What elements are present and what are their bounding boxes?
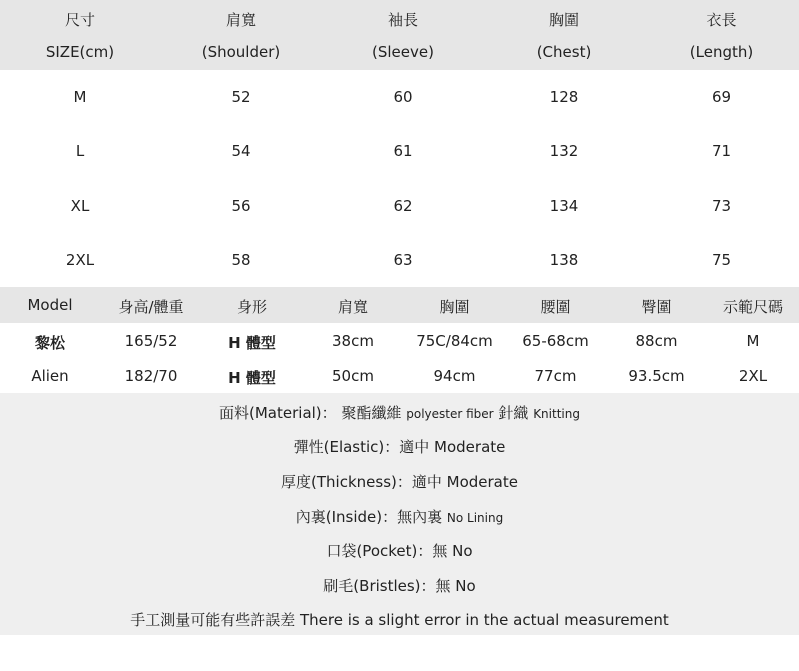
table-row — [0, 142, 799, 160]
sleeve-cell: 62 — [393, 197, 413, 215]
fabric-en: polyester fiber — [406, 407, 494, 421]
chest-cell: 132 — [549, 142, 579, 160]
pocket-line: 口袋(Pocket)：無 No — [326, 542, 473, 560]
length-cell: 69 — [711, 88, 732, 106]
header-length-zh: 衣長 — [706, 11, 737, 29]
header-size-zh: 尺寸 — [64, 11, 95, 29]
shoulder-cell: 50cm — [332, 367, 374, 385]
size-header-row-en — [0, 43, 799, 61]
size-table-body — [0, 70, 799, 287]
chest-cell: 128 — [549, 88, 579, 106]
hip-cell: 93.5cm — [628, 367, 685, 385]
header-height-weight: 身高/體重 — [118, 298, 184, 316]
header-demo-size: 示範尺碼 — [722, 298, 783, 316]
bristles-line: 刷毛(Bristles)：無 No — [323, 577, 476, 595]
shoulder-cell: 52 — [231, 88, 251, 106]
table-row — [0, 197, 799, 215]
body-type-cell: H 體型 — [228, 334, 276, 352]
model-header-row — [0, 296, 799, 317]
header-shoulder-zh: 肩寬 — [225, 11, 256, 29]
table-row — [0, 332, 799, 353]
chest-cell: 75C/84cm — [416, 332, 493, 350]
waist-cell: 65-68cm — [522, 332, 589, 350]
inside-en: No Lining — [446, 511, 504, 525]
header-length-en: (Length) — [689, 43, 754, 61]
header-waist: 腰圍 — [540, 298, 571, 316]
inside-line — [0, 506, 799, 527]
fabric-label: 面料(Material)： — [219, 404, 337, 422]
header-hip: 臀圍 — [641, 298, 672, 316]
fabric-line — [0, 402, 799, 423]
table-row — [0, 251, 799, 269]
waist-cell: 77cm — [534, 367, 577, 385]
height-weight-cell: 165/52 — [124, 332, 178, 350]
header-sleeve-zh: 袖長 — [387, 11, 418, 29]
shoulder-cell: 58 — [231, 251, 251, 269]
header-model: Model — [27, 296, 73, 314]
demo-size-cell: 2XL — [738, 367, 768, 385]
demo-size-cell: M — [746, 332, 760, 350]
height-weight-cell: 182/70 — [124, 367, 178, 385]
header-chest: 胸圍 — [439, 298, 470, 316]
size-cell: 2XL — [65, 251, 95, 269]
chest-cell: 94cm — [433, 367, 476, 385]
model-table — [0, 287, 799, 393]
sleeve-cell: 63 — [393, 251, 413, 269]
measurement-note: 手工測量可能有些許誤差 There is a slight error in the actual measurement — [130, 611, 669, 629]
header-size-en: SIZE(cm) — [45, 43, 115, 61]
header-shoulder: 肩寬 — [337, 298, 368, 316]
chest-cell: 138 — [549, 251, 579, 269]
model-name-cell: Alien — [31, 367, 69, 385]
model-name-cell: 黎松 — [34, 334, 65, 352]
knit-en: Knitting — [533, 407, 580, 421]
length-cell: 73 — [711, 197, 732, 215]
sleeve-cell: 60 — [393, 88, 413, 106]
header-chest-zh: 胸圍 — [548, 11, 579, 29]
length-cell: 75 — [711, 251, 732, 269]
thickness-line: 厚度(Thickness)：適中 Moderate — [281, 473, 518, 491]
model-table-header — [0, 287, 799, 323]
header-sleeve-en: (Sleeve) — [372, 43, 434, 61]
size-table-header — [0, 0, 799, 70]
shoulder-cell: 54 — [231, 142, 251, 160]
hip-cell: 88cm — [635, 332, 678, 350]
size-header-row-zh — [0, 9, 799, 30]
inside-label: 內裏(Inside)：無內裏 — [295, 508, 443, 526]
header-shoulder-en: (Shoulder) — [201, 43, 281, 61]
header-body-type: 身形 — [236, 298, 267, 316]
fabric-zh: 聚酯纖維 — [341, 404, 402, 422]
table-row — [0, 367, 799, 388]
table-row — [0, 88, 799, 106]
size-cell: M — [73, 88, 87, 106]
header-chest-en: (Chest) — [536, 43, 592, 61]
shoulder-cell: 38cm — [332, 332, 374, 350]
elastic-line: 彈性(Elastic)：適中 Moderate — [293, 438, 506, 456]
material-info — [0, 393, 799, 635]
shoulder-cell: 56 — [231, 197, 251, 215]
knit-zh: 針織 — [498, 404, 529, 422]
body-type-cell: H 體型 — [228, 369, 276, 387]
length-cell: 71 — [711, 142, 732, 160]
chest-cell: 134 — [549, 197, 579, 215]
size-cell: XL — [70, 197, 90, 215]
size-cell: L — [75, 142, 85, 160]
sleeve-cell: 61 — [393, 142, 413, 160]
